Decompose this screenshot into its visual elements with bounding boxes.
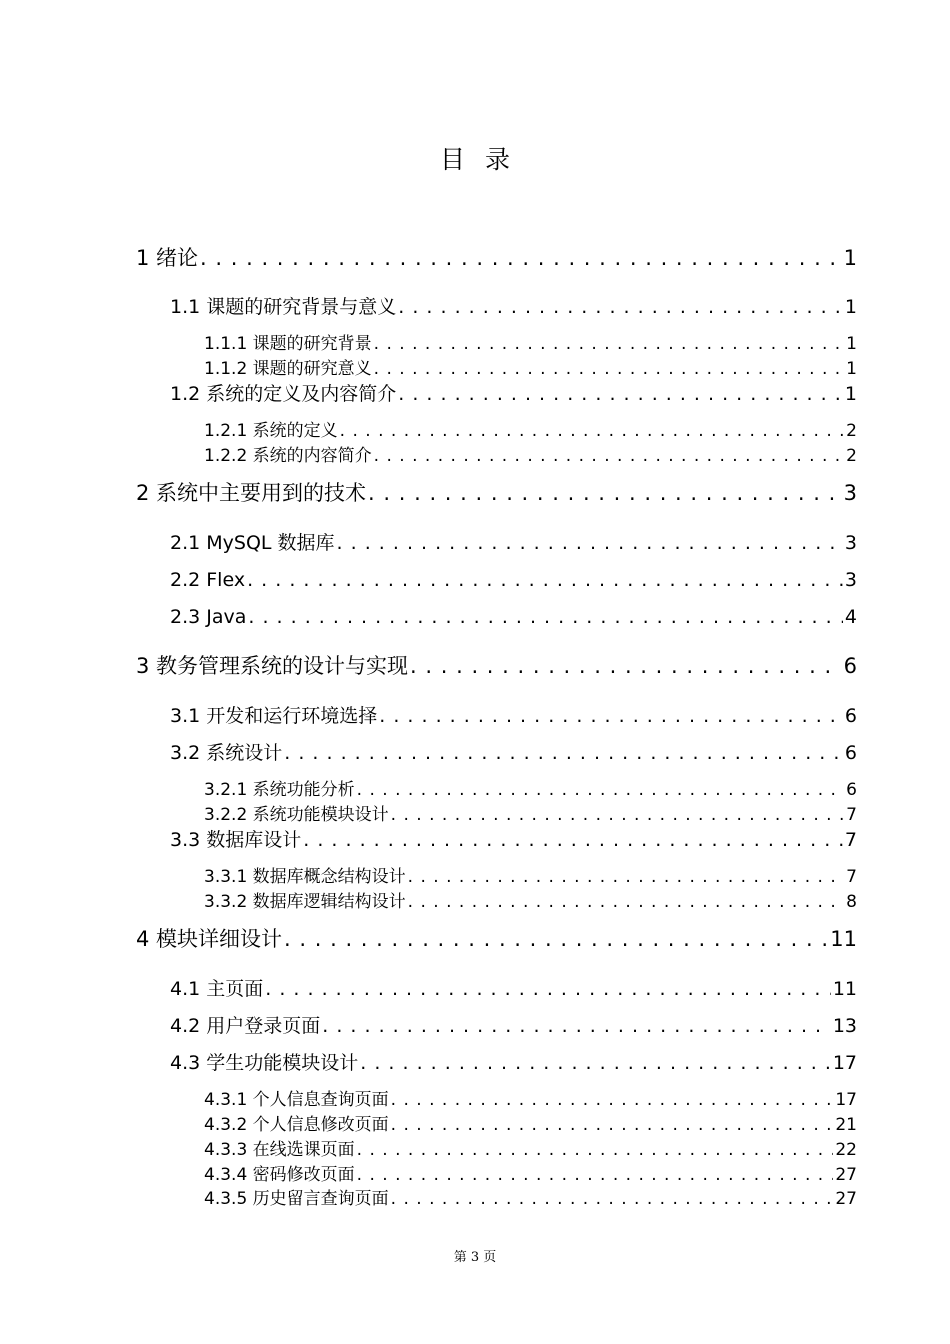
- toc-entry-page: 3: [844, 569, 857, 591]
- toc-leader-dots: [391, 1113, 834, 1137]
- toc-leader-dots: [200, 243, 842, 273]
- toc-entry-page: 3: [843, 481, 857, 505]
- toc-leader-dots: [337, 529, 843, 557]
- toc-entry[interactable]: [204, 890, 857, 914]
- toc-entry[interactable]: [204, 1088, 857, 1112]
- toc-entry-page: 7: [846, 805, 857, 825]
- toc-leader-dots: [247, 566, 843, 594]
- toc-leader-dots: [379, 702, 843, 730]
- toc-entry-label: 4.3.1 个人信息查询页面: [204, 1090, 389, 1110]
- toc-title: [0, 142, 950, 178]
- toc-leader-dots: [357, 778, 845, 802]
- toc-entry-page: 1: [844, 383, 857, 405]
- toc-entry-label: 4.1 主页面: [170, 978, 264, 1000]
- toc-entry-page: 1: [843, 246, 857, 270]
- toc-leader-dots: [408, 890, 845, 914]
- toc-entry-page: 17: [835, 1090, 857, 1110]
- toc-entry[interactable]: [170, 826, 857, 854]
- toc-entry[interactable]: [170, 1049, 857, 1077]
- toc-entry-label: 4 模块详细设计: [136, 927, 283, 951]
- toc-entry[interactable]: [136, 924, 857, 954]
- toc-entry[interactable]: [204, 1138, 857, 1162]
- toc-entry-label: 4.3.3 在线选课页面: [204, 1140, 355, 1160]
- toc-entry[interactable]: [204, 419, 857, 443]
- toc-entry-page: 2: [846, 421, 857, 441]
- toc-entry-page: 6: [846, 780, 857, 800]
- toc-entry-page: 1: [844, 296, 857, 318]
- toc-leader-dots: [374, 444, 845, 468]
- toc-entry-label: 4.3.2 个人信息修改页面: [204, 1115, 389, 1135]
- toc-leader-dots: [391, 803, 845, 827]
- toc-leader-dots: [357, 1138, 834, 1162]
- toc-leader-dots: [398, 380, 843, 408]
- toc-entry-page: 4: [844, 606, 857, 628]
- toc-entry-page: 17: [832, 1052, 857, 1074]
- toc-leader-dots: [374, 357, 845, 381]
- toc-entry[interactable]: [204, 778, 857, 802]
- toc-entry-page: 11: [830, 927, 857, 951]
- toc-title-char-1: 目: [440, 145, 466, 174]
- toc-entry-label: 3.3.1 数据库概念结构设计: [204, 867, 406, 887]
- toc-entry-label: 2.2 Flex: [170, 569, 246, 591]
- toc-entry-label: 3 教务管理系统的设计与实现: [136, 654, 409, 678]
- toc-entry[interactable]: [170, 380, 857, 408]
- toc-leader-dots: [398, 293, 843, 321]
- toc-entry-page: 6: [844, 742, 857, 764]
- toc-leader-dots: [248, 603, 843, 631]
- toc-entry-page: 6: [844, 705, 857, 727]
- toc-entry-label: 3.2 系统设计: [170, 742, 283, 764]
- toc-entry[interactable]: [204, 1163, 857, 1187]
- toc-leader-dots: [374, 332, 845, 356]
- toc-entry-label: 4.3.4 密码修改页面: [204, 1165, 355, 1185]
- toc-entry-label: 1.1 课题的研究背景与意义: [170, 296, 397, 318]
- toc-leader-dots: [340, 419, 845, 443]
- toc-entry[interactable]: [204, 1187, 857, 1211]
- toc-entry-page: 27: [835, 1165, 857, 1185]
- toc-entry-page: 1: [846, 359, 857, 379]
- toc-leader-dots: [322, 1012, 831, 1040]
- toc-leader-dots: [284, 924, 828, 954]
- toc-leader-dots: [360, 1049, 831, 1077]
- toc-entry-page: 3: [844, 532, 857, 554]
- toc-entry[interactable]: [204, 803, 857, 827]
- toc-entry-label: 3.3 数据库设计: [170, 829, 302, 851]
- toc-entry-page: 2: [846, 446, 857, 466]
- toc-entry-label: 4.2 用户登录页面: [170, 1015, 321, 1037]
- toc-entry[interactable]: [170, 739, 857, 767]
- toc-leader-dots: [265, 975, 831, 1003]
- toc-entry-label: 1.2.2 系统的内容简介: [204, 446, 372, 466]
- toc-entry-page: 1: [846, 334, 857, 354]
- toc-entry[interactable]: [170, 1012, 857, 1040]
- toc-leader-dots: [410, 651, 842, 681]
- page-footer: 第 3 页: [453, 1250, 497, 1265]
- toc-entry-label: 4.3.5 历史留言查询页面: [204, 1189, 389, 1209]
- toc-leader-dots: [368, 478, 842, 508]
- toc-entry-page: 8: [846, 892, 857, 912]
- toc-leader-dots: [391, 1088, 834, 1112]
- toc-entry-page: 7: [846, 867, 857, 887]
- toc-entry-label: 1.2 系统的定义及内容简介: [170, 383, 397, 405]
- toc-entry[interactable]: [170, 566, 857, 594]
- toc-leader-dots: [303, 826, 843, 854]
- toc-leader-dots: [357, 1163, 834, 1187]
- toc-entry-page: 27: [835, 1189, 857, 1209]
- toc-entry-page: 11: [832, 978, 857, 1000]
- toc-entry[interactable]: [136, 478, 857, 508]
- toc-entry-label: 3.2.1 系统功能分析: [204, 780, 355, 800]
- toc-entry[interactable]: [170, 975, 857, 1003]
- toc-entry-page: 22: [835, 1140, 857, 1160]
- toc-entry-label: 3.3.2 数据库逻辑结构设计: [204, 892, 406, 912]
- toc-entry-label: 1.2.1 系统的定义: [204, 421, 338, 441]
- toc-entry-page: 13: [832, 1015, 857, 1037]
- toc-entry-label: 3.1 开发和运行环境选择: [170, 705, 378, 727]
- toc-entry[interactable]: [136, 651, 857, 681]
- toc-entry[interactable]: [170, 529, 857, 557]
- toc-leader-dots: [391, 1187, 834, 1211]
- toc-entry[interactable]: [204, 865, 857, 889]
- toc-entry[interactable]: [204, 357, 857, 381]
- toc-entry-label: 1.1.2 课题的研究意义: [204, 359, 372, 379]
- toc-entry[interactable]: [204, 444, 857, 468]
- toc-entry-page: 6: [843, 654, 857, 678]
- toc-entry-label: 2 系统中主要用到的技术: [136, 481, 367, 505]
- toc-leader-dots: [284, 739, 843, 767]
- toc-entry-label: 2.3 Java: [170, 606, 247, 628]
- toc-entry-label: 4.3 学生功能模块设计: [170, 1052, 359, 1074]
- toc-entry[interactable]: [204, 332, 857, 356]
- toc-entry-label: 1.1.1 课题的研究背景: [204, 334, 372, 354]
- toc-title-char-2: 录: [484, 145, 510, 174]
- toc-entry[interactable]: [170, 293, 857, 321]
- toc-entry[interactable]: [170, 702, 857, 730]
- toc-entry[interactable]: [136, 243, 857, 273]
- toc-entry[interactable]: [170, 603, 857, 631]
- toc-entry-label: 3.2.2 系统功能模块设计: [204, 805, 389, 825]
- toc-entry[interactable]: [204, 1113, 857, 1137]
- toc-entry-page: 21: [835, 1115, 857, 1135]
- toc-entry-label: 1 绪论: [136, 246, 199, 270]
- toc-entry-label: 2.1 MySQL 数据库: [170, 532, 335, 554]
- toc-leader-dots: [408, 865, 845, 889]
- toc-entry-page: 7: [844, 829, 857, 851]
